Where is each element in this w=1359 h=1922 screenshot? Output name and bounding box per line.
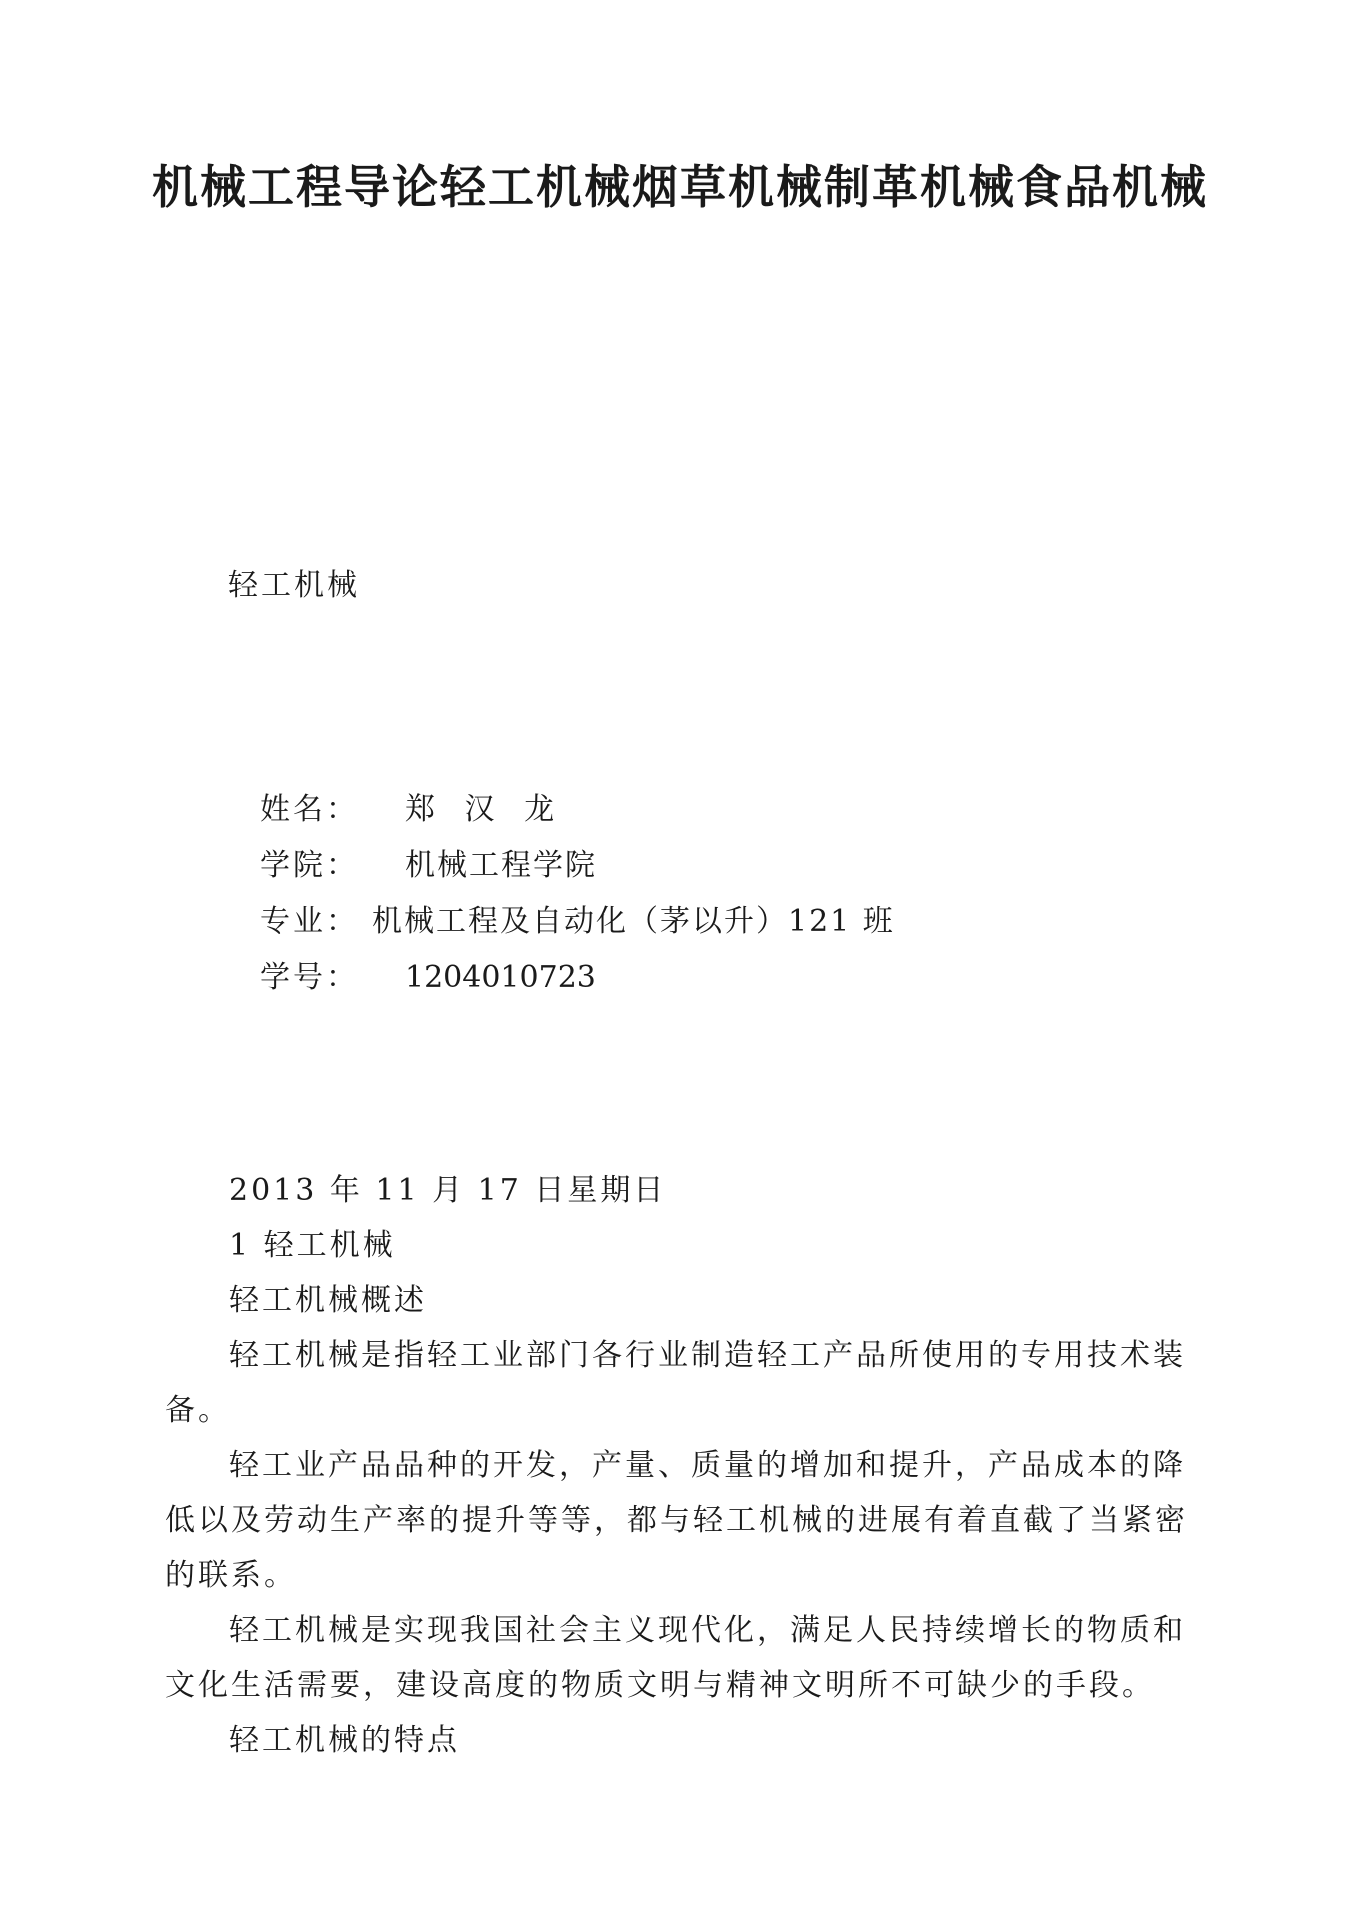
info-value: 机械工程学院 bbox=[405, 848, 597, 883]
document-title: 机械工程导论轻工机械烟草机械制革机械食品机械 bbox=[152, 160, 1208, 214]
info-value: 郑 汉 龙 bbox=[405, 792, 565, 827]
info-value: 1204010723 bbox=[405, 960, 596, 995]
info-label: 学号： bbox=[260, 960, 359, 995]
subsection-heading: 轻工机械概述 bbox=[229, 1283, 427, 1318]
paragraph: 轻工机械是指轻工业部门各行业制造轻工产品所使用的专用技术装备。 bbox=[165, 1338, 1186, 1428]
section-heading: 1 轻工机械 bbox=[229, 1228, 396, 1263]
info-value: 机械工程及自动化（茅以升）121 班 bbox=[372, 904, 895, 939]
document-body bbox=[165, 1163, 1195, 1768]
paragraph: 轻工机械是实现我国社会主义现代化，满足人民持续增长的物质和文化生活需要，建设高度的物质文明与精神文明所不可缺少的手段。 bbox=[165, 1613, 1186, 1703]
info-label: 姓名： bbox=[260, 792, 359, 827]
info-label: 专业： bbox=[260, 904, 359, 939]
paragraph: 轻工业产品品种的开发，产量、质量的增加和提升，产品成本的降低以及劳动生产率的提升等等，都与轻工机械的进展有着直截了当紧密的联系。 bbox=[165, 1448, 1188, 1593]
subsection-heading: 轻工机械的特点 bbox=[229, 1723, 460, 1758]
document-date: 2013 年 11 月 17 日星期日 bbox=[229, 1173, 667, 1208]
document-subject: 轻工机械 bbox=[228, 568, 360, 603]
info-label: 学院： bbox=[260, 848, 359, 883]
